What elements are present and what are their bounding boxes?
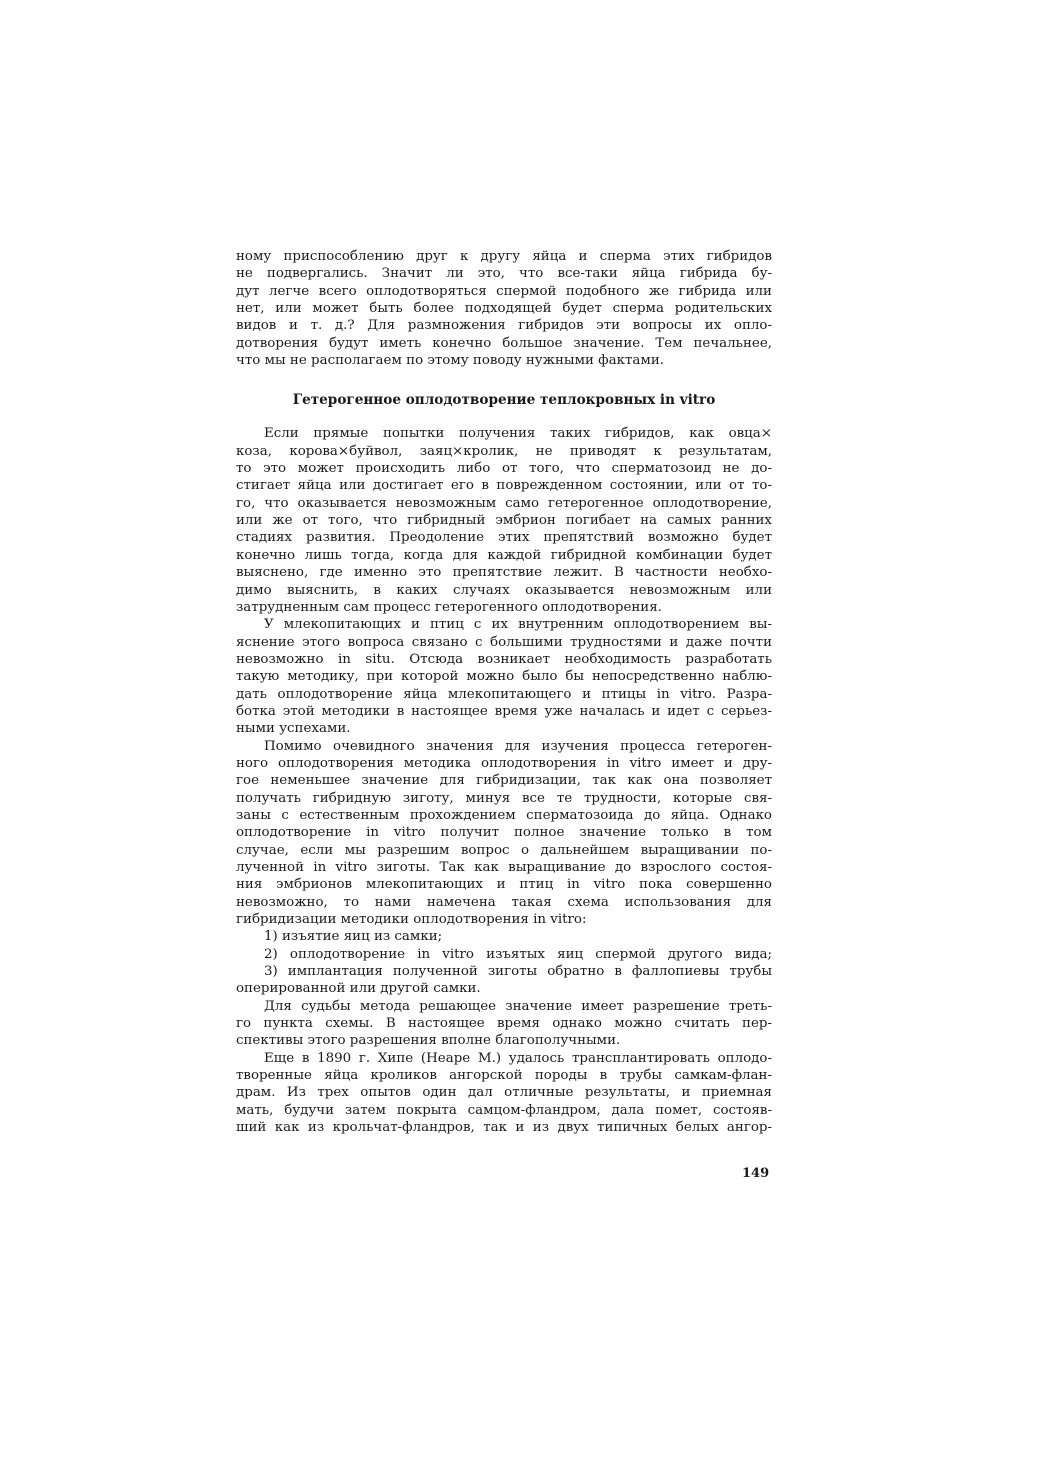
text-line: Если прямые попытки получения таких гибридов, как овца× <box>264 426 772 442</box>
scheme-list <box>236 928 772 997</box>
text-line: выяснено, где именно это препятствие лежит. В частности необхо- <box>236 565 772 581</box>
paragraph-intro <box>236 248 772 369</box>
text-line: оплодотворение in vitro получит полное значение только в том <box>236 825 772 841</box>
paragraph-5 <box>236 1050 772 1137</box>
text-line: мать, будучи затем покрыта самцом-фландром, дала помет, состояв- <box>236 1102 772 1118</box>
text-line: стигает яйца или достигает его в поврежденном состоянии, или от то- <box>236 478 772 494</box>
text-line: го, что оказывается невозможным само гетерогенное оплодотворение, <box>236 495 772 511</box>
text-line: дут легче всего оплодотворяться спермой подобного же гибрида или <box>236 283 772 299</box>
text-line: яснение этого вопроса связано с большими трудностями и даже почти <box>236 634 772 650</box>
text-line: ший как из крольчат-фландров, так и из двух типичных белых ангор- <box>236 1120 772 1136</box>
text-line: нет, или может быть более подходящей будет сперма родительских <box>236 301 772 317</box>
text-line: невозможно in situ. Отсюда возникает необходимость разработать <box>236 651 772 667</box>
text-line: Еще в 1890 г. Хипе (Heape M.) удалось трансплантировать оплодо- <box>264 1050 772 1066</box>
text-line: что мы не располагаем по этому поводу нужными фактами. <box>236 353 664 369</box>
list-item: 1) изъятие яиц из самки; <box>264 929 443 945</box>
text-line: дать оплодотворение яйца млекопитающего и птицы in vitro. Разра- <box>236 686 772 702</box>
text-line: ными успехами. <box>236 721 351 737</box>
text-line: ботка этой методики в настоящее время уже началась и идет с серьез- <box>236 703 772 719</box>
text-line: дотворения будут иметь конечно большое значение. Тем печальнее, <box>236 335 772 351</box>
text-line: ному приспособлению друг к другу яйца и сперма этих гибридов <box>236 249 772 264</box>
paragraph-1 <box>236 425 772 616</box>
text-line: или же от того, что гибридный эмбрион погибает на самых ранних <box>236 513 772 529</box>
text-line: невозможно, то нами намечена такая схема использования для <box>236 894 772 910</box>
text-line: ния эмбрионов млекопитающих и птиц in vitro пока совершенно <box>236 877 772 893</box>
text-line: случае, если мы разрешим вопрос о дальнейшем выращивании по- <box>236 842 772 858</box>
text-line: спективы этого разрешения вполне благополучными. <box>236 1033 621 1049</box>
text-line: видов и т. д.? Для размножения гибридов эти вопросы их опло- <box>236 318 772 334</box>
paragraph-4 <box>236 998 772 1050</box>
text-line: коза, корова×буйвол, заяц×кролик, не приводят к результатам, <box>236 443 772 459</box>
text-line: такую методику, при которой можно было бы непосредственно наблю- <box>236 669 772 685</box>
page-number: 149 <box>742 1166 770 1181</box>
text-line: гибридизации методики оплодотворения in vitro: <box>236 912 587 928</box>
text-line: димо выяснить, в каких случаях оказывается невозможным или <box>236 582 772 598</box>
text-line: драм. Из трех опытов один дал отличные результаты, и приемная <box>236 1085 772 1101</box>
text-line: то это может происходить либо от того, что сперматозоид не до- <box>236 461 772 477</box>
text-line: конечно лишь тогда, когда для каждой гибридной комбинации будет <box>236 547 772 563</box>
list-item: 2) оплодотворение in vitro изъятых яиц спермой другого вида; <box>264 946 772 962</box>
text-line: ного оплодотворения методика оплодотворения in vitro имеет и дру- <box>236 755 772 771</box>
text-line: не подвергались. Значит ли это, что все-таки яйца гибрида бу- <box>236 266 772 282</box>
text-line: У млекопитающих и птиц с их внутренним оплодотворением вы- <box>264 617 772 633</box>
page-body <box>236 248 772 1137</box>
text-line: гое неменьшее значение для гибридизации, так как она позволяет <box>236 773 772 789</box>
text-line: Помимо очевидного значения для изучения процесса гетероген- <box>264 738 772 754</box>
text-line: Для судьбы метода решающее значение имеет разрешение треть- <box>264 998 772 1014</box>
section-heading: Гетерогенное оплодотворение теплокровных in vitro <box>292 392 716 409</box>
text-line: получать гибридную зиготу, минуя все те трудности, которые свя- <box>236 790 772 806</box>
text-line: творенные яйца кроликов ангорской породы в трубы самкам-флан- <box>236 1068 772 1084</box>
text-line: заны с естественным прохождением сперматозоида до яйца. Однако <box>236 807 772 823</box>
text-line: го пункта схемы. В настоящее время однако можно считать пер- <box>236 1016 772 1032</box>
paragraph-3 <box>236 738 772 929</box>
list-item: 3) имплантация полученной зиготы обратно в фаллопиевы трубы <box>264 964 772 980</box>
list-item-continuation: оперированной или другой самки. <box>236 981 481 997</box>
paragraph-2 <box>236 616 772 737</box>
text-line: затрудненным сам процесс гетерогенного оплодотворения. <box>236 599 662 615</box>
text-line: стадиях развития. Преодоление этих препятствий возможно будет <box>236 530 772 546</box>
text-line: лученной in vitro зиготы. Так как выращивание до взрослого состоя- <box>236 860 772 875</box>
